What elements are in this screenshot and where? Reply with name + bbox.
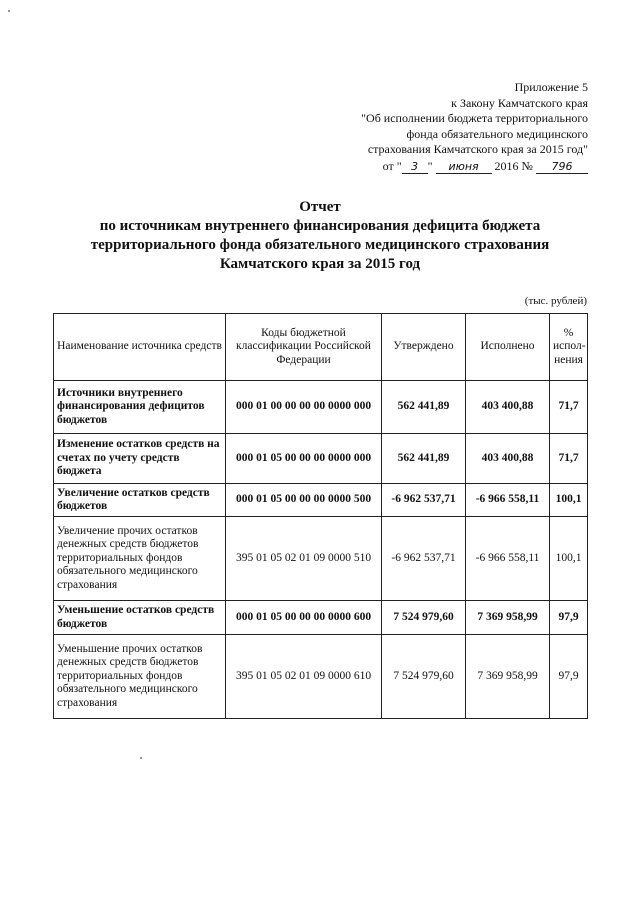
cell-executed: 403 400,88	[466, 434, 550, 484]
table-row	[54, 635, 588, 719]
header-percent: % испол-нения	[550, 314, 588, 381]
table-row	[54, 517, 588, 601]
cell-executed: 7 369 958,99	[466, 635, 550, 719]
cell-budget-code: 000 01 05 00 00 00 0000 500	[226, 484, 382, 517]
cell-approved: 7 524 979,60	[382, 635, 466, 719]
cell-source-name: Увеличение прочих остатков денежных средств бюджетов территориальных фондов обязательного медицинского страхования	[54, 517, 226, 601]
table-row	[54, 484, 588, 517]
cell-budget-code: 000 01 05 00 00 00 0000 600	[226, 601, 382, 635]
cell-executed: 7 369 958,99	[466, 601, 550, 635]
cell-source-name: Изменение остатков средств на счетах по учету средств бюджета	[54, 434, 226, 484]
cell-percent: 71,7	[550, 434, 588, 484]
header-executed: Исполнено	[466, 314, 550, 381]
cell-percent: 100,1	[550, 517, 588, 601]
table-header-row	[54, 314, 588, 381]
table-row	[54, 381, 588, 434]
cell-budget-code: 000 01 05 00 00 00 0000 000	[226, 434, 382, 484]
document-number: 796	[536, 160, 588, 174]
cell-approved: -6 962 537,71	[382, 517, 466, 601]
header-source-name: Наименование источника средств	[54, 314, 226, 381]
title-line: Отчет	[299, 199, 341, 215]
appendix-date-line	[361, 159, 588, 175]
cell-executed: -6 966 558,11	[466, 517, 550, 601]
appendix-block	[361, 80, 588, 174]
date-year: 2016 №	[494, 158, 533, 173]
report-title	[52, 198, 588, 274]
date-prefix: от "	[382, 158, 402, 173]
cell-source-name: Источники внутреннего финансирования дефицитов бюджетов	[54, 381, 226, 434]
title-line: по источникам внутреннего финансирования дефицита бюджета	[99, 218, 541, 234]
table-row	[54, 601, 588, 635]
appendix-line: "Об исполнении бюджета территориального	[361, 111, 588, 125]
scan-speck	[8, 10, 10, 12]
cell-budget-code: 395 01 05 02 01 09 0000 510	[226, 517, 382, 601]
cell-budget-code: 000 01 00 00 00 00 0000 000	[226, 381, 382, 434]
appendix-line: страхования Камчатского края за 2015 год"	[367, 142, 588, 156]
cell-percent: 100,1	[550, 484, 588, 517]
cell-budget-code: 395 01 05 02 01 09 0000 610	[226, 635, 382, 719]
appendix-line: к Закону Камчатского края	[451, 95, 588, 110]
appendix-line: Приложение 5	[514, 80, 588, 94]
cell-percent: 97,9	[550, 635, 588, 719]
date-month: июня	[436, 160, 492, 174]
cell-executed: 403 400,88	[466, 381, 550, 434]
cell-source-name: Уменьшение прочих остатков денежных средств бюджетов территориальных фондов обязательного медицинского страхования	[54, 635, 226, 719]
header-budget-code: Коды бюджетной классификации Российской Федерации	[226, 314, 382, 381]
title-line: Камчатского края за 2015 год	[219, 256, 421, 272]
cell-approved: 7 524 979,60	[382, 601, 466, 635]
units-label: (тыс. рублей)	[524, 295, 587, 307]
cell-source-name: Уменьшение остатков средств бюджетов	[54, 601, 226, 635]
cell-source-name: Увеличение остатков средств бюджетов	[54, 484, 226, 517]
sources-table	[53, 313, 588, 719]
date-day: 3	[402, 160, 428, 174]
header-approved: Утверждено	[382, 314, 466, 381]
cell-percent: 97,9	[550, 601, 588, 635]
cell-approved: -6 962 537,71	[382, 484, 466, 517]
title-line: территориального фонда обязательного медицинского страхования	[90, 237, 550, 253]
cell-approved: 562 441,89	[382, 434, 466, 484]
scan-speck	[140, 757, 142, 759]
cell-executed: -6 966 558,11	[466, 484, 550, 517]
table-row	[54, 434, 588, 484]
cell-percent: 71,7	[550, 381, 588, 434]
date-quote: "	[427, 158, 433, 173]
cell-approved: 562 441,89	[382, 381, 466, 434]
appendix-line: фонда обязательного медицинского	[406, 126, 588, 141]
